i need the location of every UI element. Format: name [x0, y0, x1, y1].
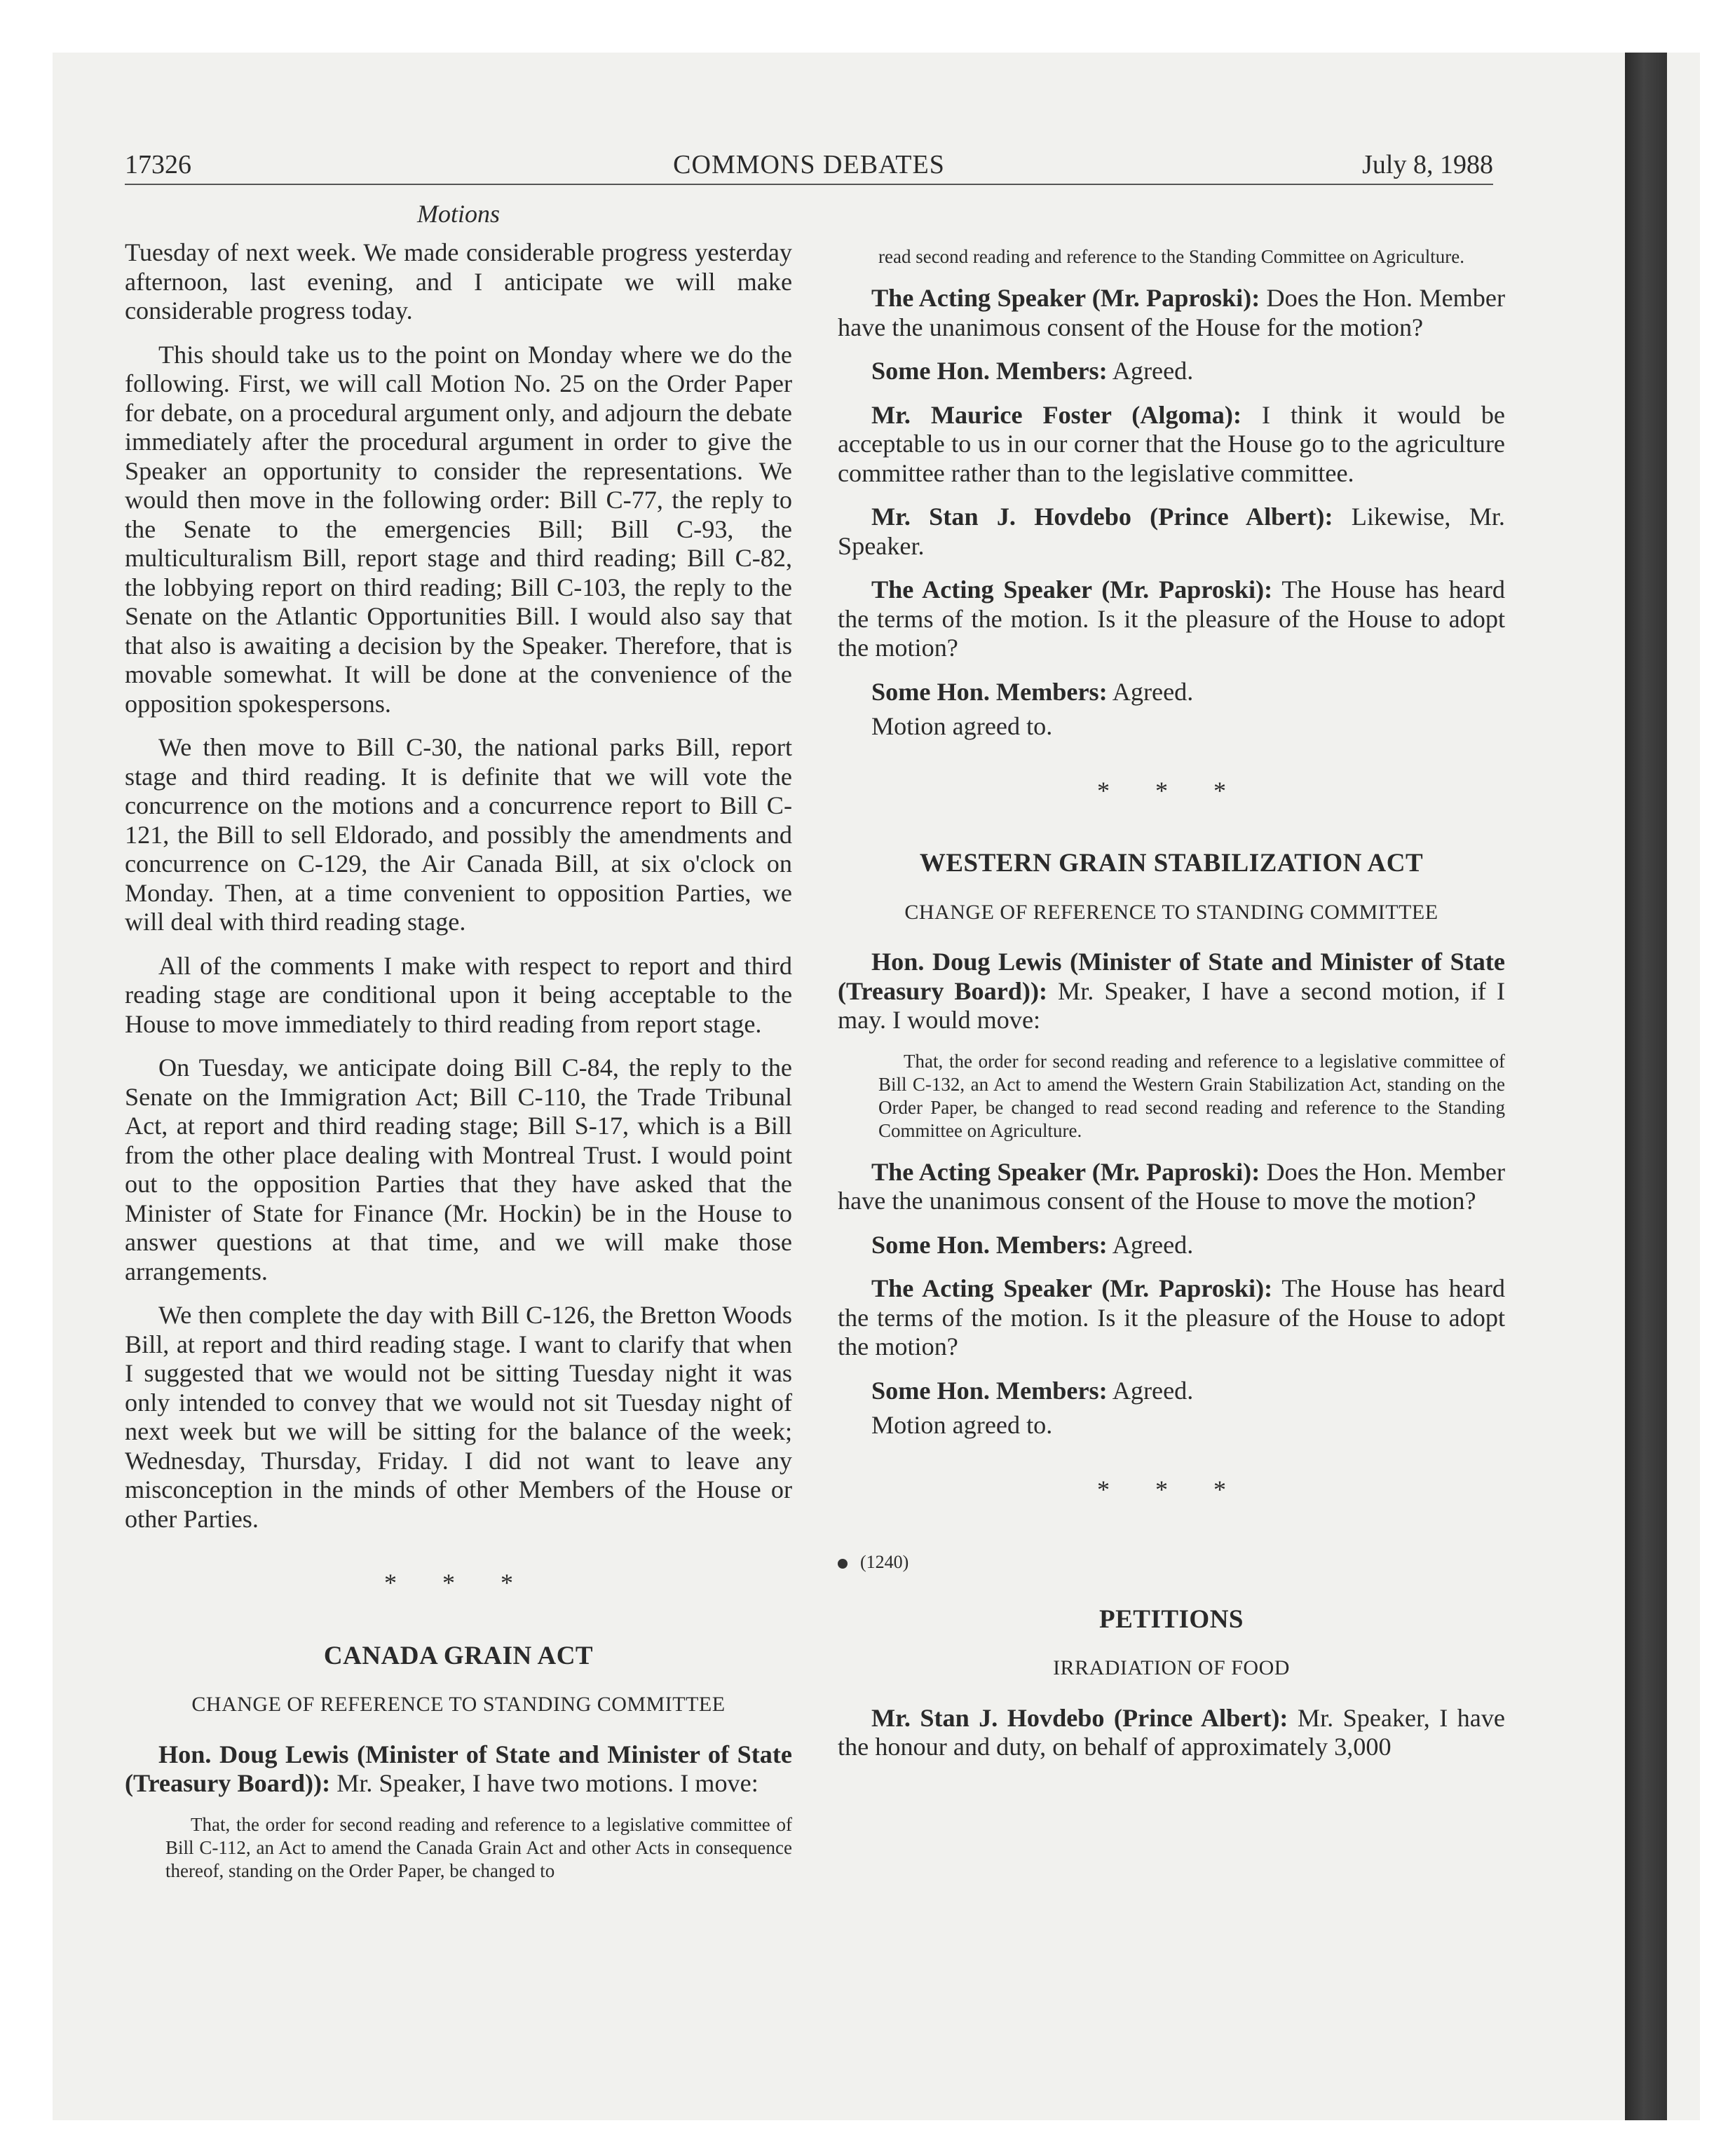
- section-separator: * * *: [384, 1569, 533, 1597]
- speech: [838, 401, 1505, 489]
- section-heading: CANADA GRAIN ACT: [323, 1641, 594, 1670]
- motion-quote: That, the order for second reading and reference to a legislative committee of Bill C-132, an Act to amend the Western Grain Stabilization Act, standing on the Order Paper, be changed to read second reading and reference to the Standing Committee on Agriculture.: [878, 1050, 1505, 1141]
- section-heading: PETITIONS: [1098, 1604, 1244, 1634]
- speech-text: Does the Hon. Member have the unanimous consent of the House to move the motion?: [838, 1157, 1506, 1215]
- speech: [838, 575, 1505, 663]
- speaker-name: Some Hon. Members:: [871, 1230, 1108, 1259]
- speech-text: Agreed.: [1107, 357, 1194, 385]
- speech-text: Does the Hon. Member have the unanimous consent of the House for the motion?: [838, 284, 1506, 341]
- bullet-icon: [838, 1559, 848, 1569]
- page-number: 17326: [125, 150, 191, 179]
- speech-text: The House has heard the terms of the motion. Is it the pleasure of the House to adopt the motion?: [838, 575, 1506, 662]
- paragraph: We then move to Bill C-30, the national parks Bill, report stage and third reading. It is definite that we will vote the concurrence on the motions and a concurrence report to Bill C-121, the Bill to sell Eldorado, and possibly the amendments and concurrence on C-129, the Air Canada Bill, at six o'clock on Monday. Then, at a time convenient to opposition Parties, we will deal with third reading stage.: [125, 733, 792, 936]
- speaker-name: The Acting Speaker (Mr. Paproski):: [871, 575, 1273, 603]
- speaker-name: Hon. Doug Lewis (Minister of State and Minister of State (Treasury Board)):: [125, 1740, 792, 1797]
- right-column: [838, 245, 1505, 1777]
- speech-text: Likewise, Mr. Speaker.: [838, 503, 1505, 560]
- running-title: Motions: [416, 200, 500, 228]
- speaker-name: Mr. Stan J. Hovdebo (Prince Albert):: [871, 1703, 1288, 1732]
- speech: [838, 284, 1505, 342]
- speech: [838, 1377, 1505, 1406]
- paragraph: On Tuesday, we anticipate doing Bill C-84, the reply to the Senate on the Immigration Act; Bill C-110, the Trade Tribunal Act, at report and third reading stage; Bill S-17, which is a Bill from the other place dealing with Montreal Trust. I would point out to the opposition Parties that they have asked that the Minister of State for Finance (Mr. Hockin) be in the House to answer questions at that time, and we will make those arrangements.: [125, 1053, 792, 1285]
- page-header: [125, 147, 1493, 185]
- speech: [838, 1231, 1505, 1260]
- speech: [838, 357, 1505, 386]
- speech-text: Mr. Speaker, I have the honour and duty, on behalf of approximately 3,000: [838, 1703, 1505, 1761]
- speech: [838, 1704, 1505, 1762]
- motion-result: Motion agreed to.: [871, 712, 1053, 740]
- section-subheading: CHANGE OF REFERENCE TO STANDING COMMITTEE: [191, 1693, 726, 1716]
- paragraph: Tuesday of next week. We made considerable progress yesterday afternoon, last evening, and I anticipate we will make considerable progress today.: [125, 238, 792, 325]
- speech-text: Agreed.: [1107, 677, 1194, 706]
- speaker-name: The Acting Speaker (Mr. Paproski):: [871, 284, 1260, 312]
- motion-result: Motion agreed to.: [871, 1411, 1053, 1439]
- speech-text: I think it would be acceptable to us in our corner that the House go to the agriculture committee rather than to the legislative committee.: [838, 400, 1505, 487]
- speech: [838, 1158, 1505, 1216]
- speaker-name: The Acting Speaker (Mr. Paproski):: [871, 1157, 1260, 1186]
- speaker-name: The Acting Speaker (Mr. Paproski):: [871, 1274, 1273, 1302]
- speech-text: Mr. Speaker, I have two motions. I move:: [330, 1769, 758, 1797]
- section-separator: * * *: [1097, 1475, 1246, 1503]
- speaker-name: Mr. Stan J. Hovdebo (Prince Albert):: [871, 503, 1333, 531]
- publication-title: COMMONS DEBATES: [673, 150, 945, 179]
- speaker-name: Some Hon. Members:: [871, 1376, 1108, 1405]
- speech-text: Agreed.: [1107, 1230, 1194, 1259]
- section-subheading: IRRADIATION OF FOOD: [1053, 1656, 1290, 1679]
- section-separator: * * *: [1097, 776, 1246, 805]
- speech: [838, 503, 1505, 561]
- paragraph: All of the comments I make with respect to report and third reading stage are conditional upon it being acceptable to the House to move immediately to third reading from report stage.: [125, 951, 792, 1038]
- speaker-name: Mr. Maurice Foster (Algoma):: [871, 400, 1242, 429]
- motion-quote-continued: read second reading and reference to the Standing Committee on Agriculture.: [878, 246, 1464, 267]
- left-column: [125, 238, 792, 1898]
- time-marker: [838, 1548, 1505, 1577]
- speaker-name: Hon. Doug Lewis (Minister of State and Minister of State (Treasury Board)):: [838, 948, 1505, 1005]
- paragraph: We then complete the day with Bill C-126, the Bretton Woods Bill, at report and third reading stage. I want to clarify that when I suggested that we would not be sitting Tuesday night it was only intended to convey that we would not sit Tuesday night of next week but we will be sitting for the balance of the week; Wednesday, Thursday, Friday. I did not want to leave any misconception in the minds of other Members of the House or other Parties.: [125, 1301, 792, 1533]
- speech-text: The House has heard the terms of the motion. Is it the pleasure of the House to adopt the motion?: [838, 1274, 1506, 1360]
- timestamp: (1240): [860, 1552, 909, 1572]
- speech: [838, 948, 1505, 1035]
- scan-edge-shadow: [1625, 53, 1667, 2120]
- speaker-name: Some Hon. Members:: [871, 677, 1108, 706]
- speech-text: Agreed.: [1107, 1376, 1194, 1405]
- speech: [838, 678, 1505, 707]
- sitting-date: July 8, 1988: [1362, 150, 1493, 179]
- motion-quote: That, the order for second reading and reference to a legislative committee of Bill C-112, an Act to amend the Canada Grain Act and other Acts in consequence thereof, standing on the Order Paper, be changed to: [165, 1813, 792, 1881]
- speech-text: Mr. Speaker, I have a second motion, if I may. I would move:: [838, 976, 1505, 1034]
- speaker-name: Some Hon. Members:: [871, 357, 1108, 385]
- speech: [125, 1740, 792, 1799]
- paragraph: This should take us to the point on Monday where we do the following. First, we will call Motion No. 25 on the Order Paper for debate, on a procedural argument only, and adjourn the debate immediately after the procedural argument in order to give the Speaker an opportunity to consider the representations. We would then move in the following order: Bill C-77, the reply to the Senate to the emergencies Bill; Bill C-93, the multiculturalism Bill, report stage and third reading; Bill C-82, the lobbying report on third reading; Bill C-103, the reply to the Senate on the Atlantic Opportunities Bill. I would also say that that also is awaiting a decision by the Speaker. Therefore, that is movable somewhat. It will be done at the convenience of the opposition spokespersons.: [125, 340, 792, 718]
- section-subheading: CHANGE OF REFERENCE TO STANDING COMMITTEE: [904, 900, 1438, 924]
- section-heading: WESTERN GRAIN STABILIZATION ACT: [919, 849, 1424, 878]
- speech: [838, 1274, 1505, 1362]
